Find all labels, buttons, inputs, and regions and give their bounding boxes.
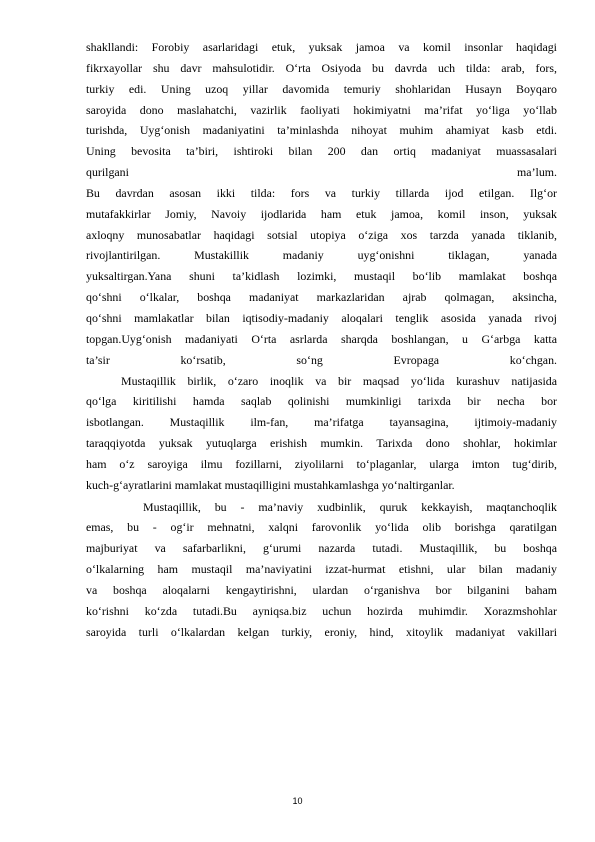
text-line: emas, bu - og‘ir mehnatni, xalqni farovonlik yo‘lida olib borishga qaratilgan — [86, 520, 557, 535]
text-line: saroyida dono maslahatchi, vazirlik faoliyati hokimiyatni ma’rifat yo‘liga yo‘llab — [86, 102, 557, 117]
text-line: Bu davrdan asosan ikki tilda: fors va turkiy tillarda ijod etilgan. Ilg‘or — [86, 185, 557, 200]
text-line: majburiyat va safarbarlikni, g‘urumi nazarda tutadi. Mustaqillik, bu boshqa — [86, 541, 557, 556]
text-line: ham o‘z saroyiga ilmu fozillarni, ziyolilarni to‘plaganlar, ularga imton tug‘dirib, — [86, 456, 557, 471]
text-line: kuch-g‘ayratlarini mamlakat mustaqilligini mustahkamlashga yo‘naltirganlar. — [86, 477, 455, 492]
text-line: shakllandi: Forobiy asarlaridagi etuk, yuksak jamoa va komil insonlar haqidagi — [86, 40, 557, 54]
text-line: yuksaltirgan.Yana shuni ta’kidlash lozimki, mustaqil bo‘lib mamlakat boshqa — [86, 269, 557, 284]
text-line: topgan.Uyg‘onish madaniyati O‘rta asrlarda sharqda boshlangan, u G‘arbga katta — [86, 331, 557, 346]
text-line: ko‘rishni ko‘zda tutadi.Bu ayniqsa.biz uchun hozirda muhimdir. Xorazmshohlar — [86, 603, 557, 618]
text-line: taraqqiyotda yuksak yutuqlarga erishish mumkin. Tarixda dono shohlar, hokimlar — [86, 436, 557, 451]
page-number: 10 — [292, 796, 303, 806]
text-line: saroyida turli o‘lkalardan kelgan turkiy, eroniy, hind, xitoylik madaniyat vakillari — [86, 624, 557, 639]
text-line: qo‘shni o‘lkalar, boshqa madaniyat markazlaridan ajrab qolmagan, aksincha, — [86, 290, 557, 305]
document-body — [86, 37, 557, 642]
text-line: isbotlangan. Mustaqillik ilm-fan, ma’rifatga tayansagina, ijtimoiy-madaniy — [86, 415, 557, 430]
text-line: qo‘lga kiritilishi hamda saqlab qolinishi mumkinligi tarixda bir necha bor — [86, 394, 557, 409]
text-line: va boshqa aloqalarni kengaytirishni, ulardan o‘rganishva bor bilganini baham — [86, 582, 557, 597]
text-line: o‘lkalarning ham mustaqil ma’naviyatini izzat-hurmat etishni, ular bilan madaniy — [86, 562, 557, 577]
text-line: turishda, Uyg‘onish madaniyatini ta’minlashda nihoyat muhim ahamiyat kasb etdi. — [86, 123, 557, 138]
text-line: axloqny munosabatlar haqidagi sotsial utopiya o‘ziga xos tarzda yanada tiklanib, — [86, 227, 557, 242]
text-line: turkiy edi. Uning uzoq yillar davomida temuriy shohlaridan Husayn Boyqaro — [86, 81, 557, 96]
text-line: qurilgani ma’lum. — [86, 165, 557, 180]
text-line: fikrxayollar shu davr mahsulotidir. O‘rta Osiyoda bu davrda uch tilda: arab, fors, — [86, 60, 557, 75]
text-line-indented: Mustaqillik, bu - ma’naviy xudbinlik, quruk kekkayish, maqtanchoqlik — [143, 499, 557, 514]
text-line-indented: Mustaqillik birlik, o‘zaro inoqlik va bir maqsad yo‘lida kurashuv natijasida — [121, 373, 557, 388]
text-line: rivojlantirilgan. Mustakillik madaniy uyg‘onishni tiklagan, yanada — [86, 248, 557, 263]
text-line: Uning bevosita ta’biri, ishtiroki bilan 200 dan ortiq madaniyat muassasalari — [86, 144, 557, 159]
text-line: qo‘shni mamlakatlar bilan iqtisodiy-madaniy aloqalari tenglik asosida yanada rivoj — [86, 310, 557, 325]
text-line: mutafakkirlar Jomiy, Navoiy ijodlarida ham etuk jamoa, komil inson, yuksak — [86, 206, 557, 221]
text-line: ta’sir ko‘rsatib, so‘ng Evropaga ko‘chgan. — [86, 352, 557, 367]
